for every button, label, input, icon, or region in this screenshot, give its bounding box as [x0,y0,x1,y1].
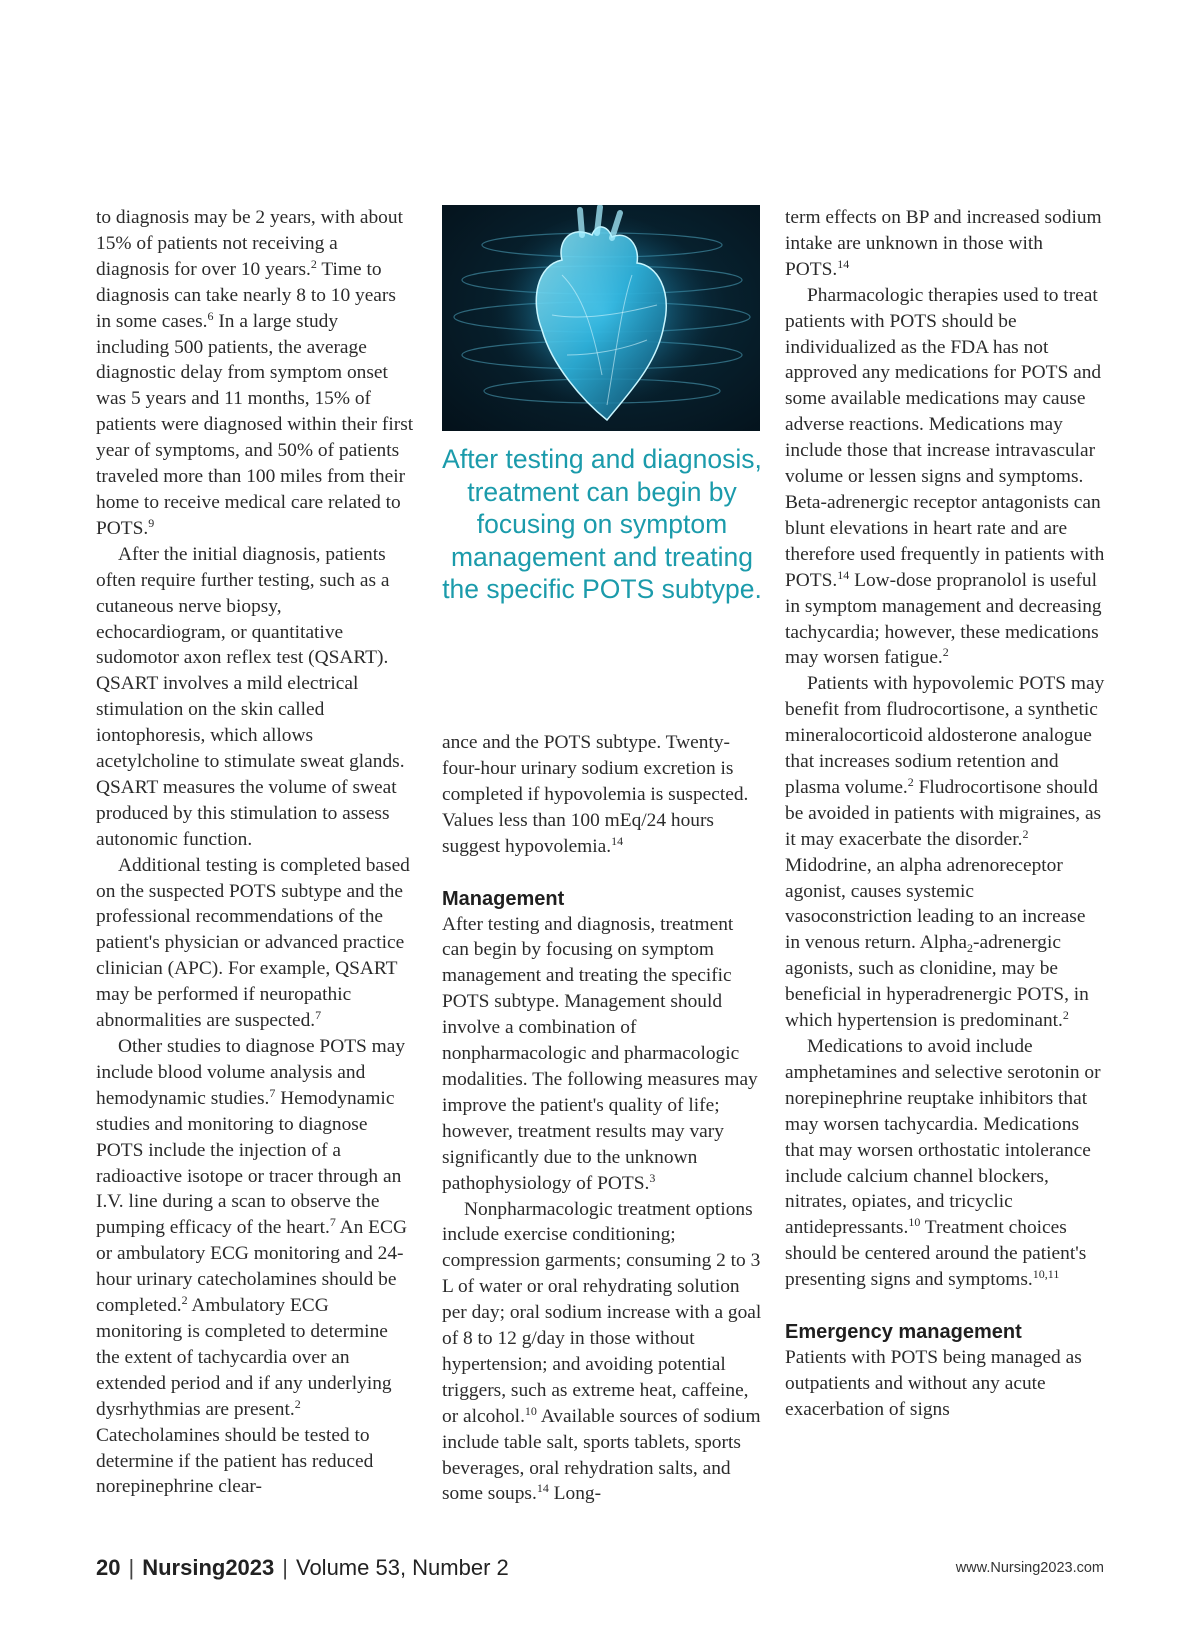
pull-quote: After testing and diagnosis, treatment can begin by focusing on symptom management and treating the specific POTS subtype. [442,444,762,604]
paragraph: Nonpharmacologic treatment options include exercise conditioning; compression garments; consuming 2 to 3 L of water or oral rehydrating solution per day; oral sodium increase with a goal of 8 to 12 g/day in those without hypertension; and avoiding potential triggers, such as extreme heat, caffeine, or alcohol.$^{10}$ Available sources of sodium include table salt, sports tablets, sports beverages, oral rehydration salts, and some soups.$^{14}$ Long- [442,1198,762,1505]
paragraph: Pharmacologic therapies used to treat patients with POTS should be individualized as the FDA has not approved any medications for POTS and some available medications may cause adverse reactions. Medications may include those that increase intravascular volume or lessen signs and symptoms. Beta-adrenergic receptor antagonists can blunt elevations in heart rate and are therefore used frequently in patients with POTS.$^{14}$ Low-dose propranolol is useful in symptom management and decreasing tachycardia; however, these medications may worsen fatigue.$^2$ [785,284,1105,669]
paragraph: ance and the POTS subtype. Twenty-four-hour urinary sodium excretion is completed if hypovolemia is suspected. Values less than 100 mEq/24 hours suggest hypovolemia.$^{14}$ [442,732,749,857]
section-heading-management: Management [442,887,565,910]
glowing-heart-icon [442,205,760,431]
page-footer [96,1555,1104,1585]
paragraph: After testing and diagnosis, treatment can begin by focusing on symptom management and treating the specific POTS subtype. Management should involve a combination of nonpharmacologic and pharmacologic modalities. The following measures may improve the patient's quality of life; however, treatment results may vary significantly due to the unknown pathophysiology of POTS.$^3$ [442,913,758,1194]
paragraph: term effects on BP and increased sodium intake are unknown in those with POTS.$^{14}$ [785,207,1102,280]
page-number: 20 [96,1555,121,1580]
heart-illustration [442,205,760,431]
column-1 [96,205,414,1500]
paragraph: Medications to avoid include amphetamines and selective serotonin or norepinephrine reuptake inhibitors that may worsen tachycardia. Medications that may worsen orthostatic intolerance include calcium channel blockers, nitrates, opiates, and tricyclic antidepressants.$^{10}$ Treatment choices should be centered around the patient's presenting signs and symptoms.$^{10,11}$ [785,1036,1101,1291]
paragraph: Additional testing is completed based on the suspected POTS subtype and the professional recommendations of the patient's physician or advanced practice clinician (APC). For example, QSART may be performed if neuropathic abnormalities are suspected.$^7$ [96,854,410,1032]
paragraph: Other studies to diagnose POTS may include blood volume analysis and hemodynamic studies.$^7$ Hemodynamic studies and monitoring to diagnose POTS include the injection of a radioactive isotope or tracer through an I.V. line during a scan to observe the pumping efficacy of the heart.$^7$ An ECG or ambulatory ECG monitoring and 24-hour urinary catecholamines should be completed.$^2$ Ambulatory ECG monitoring is completed to determine the extent of tachycardia over an extended period and if any underlying dysrhythmias are present.$^2$ Catecholamines should be tested to determine if the patient has reduced norepinephrine clear- [96,1036,407,1498]
footer-left [96,1555,509,1581]
paragraph: After the initial diagnosis, patients often require further testing, such as a cutaneous nerve biopsy, echocardiogram, or quantitative sudomotor axon reflex test (QSART). QSART involves a mild electrical stimulation on the skin called iontophoresis, which allows acetylcholine to stimulate sweat glands. QSART measures the volume of sweat produced by this stimulation to assess autonomic function. [96,543,405,850]
column-2 [442,205,762,1505]
volume-info: Volume 53, Number 2 [295,1555,509,1580]
column-2-body [442,730,762,1507]
section-heading-emergency-management: Emergency management [785,1321,1022,1344]
paragraph: Patients with hypovolemic POTS may benefit from fludrocortisone, a synthetic mineralocorticoid aldosterone analogue that increases sodium retention and plasma volume.$^2$ Fludrocortisone should be avoided in patients with migraines, as it may exacerbate the disorder.$^2$ Midodrine, an alpha adrenoreceptor agonist, causes systemic vasoconstriction leading to an increase in venous return. Alpha$_2$-adrenergic agonists, such as clonidine, may be beneficial in hyperadrenergic POTS, in which hypertension is predominant.$^2$ [785,673,1105,1032]
paragraph: Patients with POTS being managed as outpatients and without any acute exacerbation of signs [785,1347,1082,1420]
website-url[interactable]: www.Nursing2023.com [955,1560,1104,1576]
paragraph: to diagnosis may be 2 years, with about 15% of patients not receiving a diagnosis for over 10 years.$^2$ Time to diagnosis can take nearly 8 to 10 years in some cases.$^6$ In a large study including 500 patients, the average diagnostic delay from symptom onset was 5 years and 11 months, 15% of patients were diagnosed within their first year of symptoms, and 50% of patients traveled more than 100 miles from their home to receive medical care related to POTS.$^9$ [96,207,414,539]
column-3 [785,205,1105,1423]
magazine-name: Nursing2023 [142,1555,275,1580]
footer-separator: | [282,1555,288,1580]
footer-separator: | [128,1555,135,1580]
